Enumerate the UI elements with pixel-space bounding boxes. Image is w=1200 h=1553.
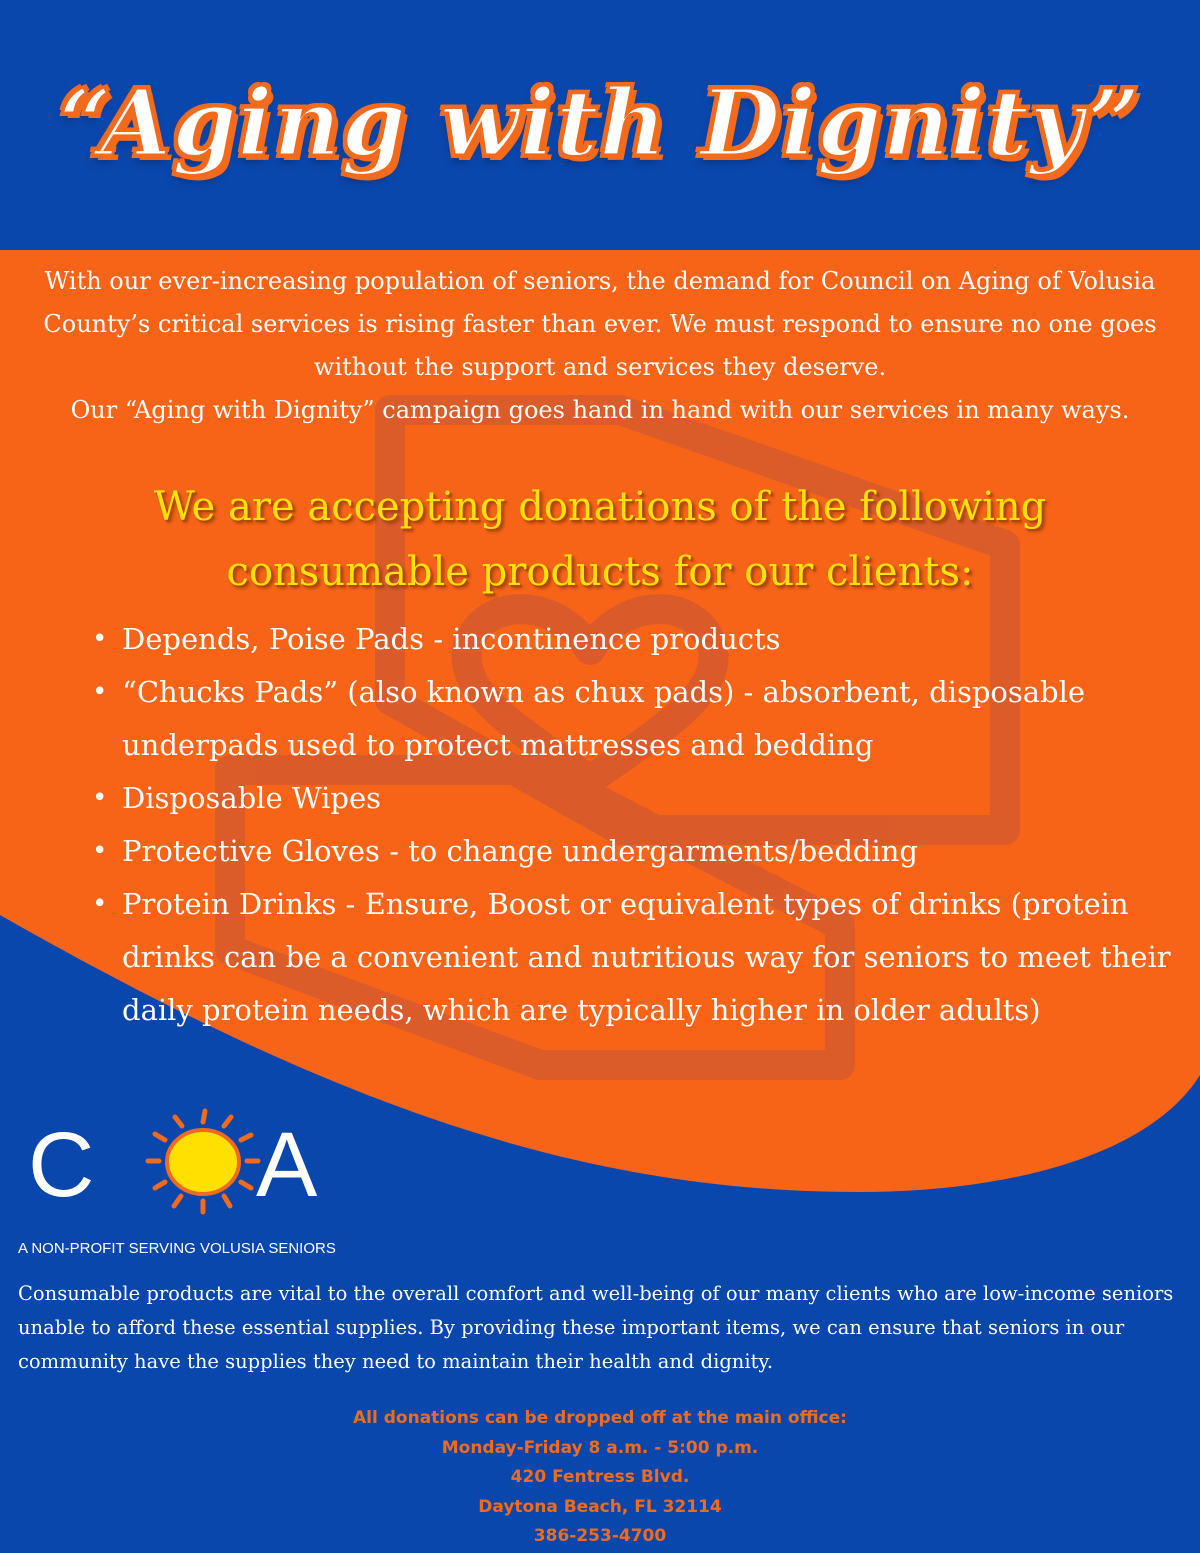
bullet-icon: • <box>92 783 108 813</box>
product-text: Depends, Poise Pads - incontinence products <box>122 622 781 656</box>
intro-paragraph-2: Our “Aging with Dignity” campaign goes hand in hand with our services in many ways. <box>70 396 1130 424</box>
donations-heading: We are accepting donations of the following consumable products for our clients: <box>153 484 1047 595</box>
intro-paragraph-1: With our ever-increasing population of seniors, the demand for Council on Aging of Volusia County’s critical services is rising faster than ever. We must respond to ensure no one goes without the support and services they deserve. <box>43 267 1157 381</box>
product-text: Protective Gloves - to change undergarments/bedding <box>122 834 918 868</box>
bullet-icon: • <box>92 889 108 919</box>
logo-letter-c: C <box>28 1114 95 1216</box>
product-text: Protein Drinks - Ensure, Boost or equivalent types of drinks (protein drinks can be a convenient and nutritious way for seniors to meet their daily protein needs, which are typically higher in older adults) <box>122 887 1171 1027</box>
logo-tagline: A NON-PROFIT SERVING VOLUSIA SENIORS <box>18 1240 336 1257</box>
product-list <box>92 613 1177 1037</box>
street-address: 420 Fentress Blvd. <box>510 1467 690 1487</box>
list-item <box>92 825 1177 878</box>
office-hours: Monday-Friday 8 a.m. - 5:00 p.m. <box>441 1437 759 1458</box>
list-item <box>92 878 1177 1037</box>
product-text: “Chucks Pads” (also known as chux pads) - absorbent, disposable underpads used to protect mattresses and bedding <box>122 675 1086 762</box>
list-item <box>92 613 1177 666</box>
page-title: “Aging with Dignity” <box>58 69 1142 177</box>
dropoff-heading: All donations can be dropped off at the main office: <box>353 1408 847 1428</box>
logo-letter-a: A <box>256 1114 318 1216</box>
bullet-icon: • <box>92 624 108 654</box>
dropoff-info <box>0 1404 1200 1552</box>
intro-text <box>20 260 1180 432</box>
city-address: Daytona Beach, FL 32114 <box>478 1496 722 1517</box>
product-text: Disposable Wipes <box>122 781 382 815</box>
bullet-icon: • <box>92 677 108 707</box>
coa-logo <box>28 1108 358 1218</box>
list-item <box>92 666 1177 772</box>
bullet-icon: • <box>92 836 108 866</box>
list-item <box>92 772 1177 825</box>
phone-number: 386-253-4700 <box>533 1526 667 1546</box>
sun-icon <box>148 1111 258 1212</box>
footer-text: Consumable products are vital to the overall comfort and well-being of our many clients who are low-income seniors unable to afford these essential supplies. By providing these important items, we can ensure that seniors in our community have the supplies they need to maintain their health and dignity. <box>18 1282 1174 1373</box>
